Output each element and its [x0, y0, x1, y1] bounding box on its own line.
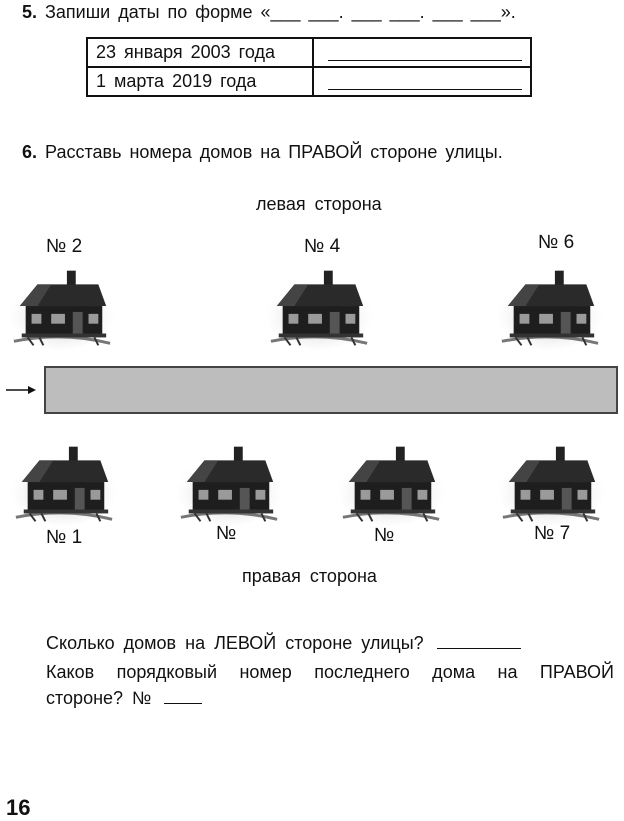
question-last-house-line2-wrap	[46, 688, 202, 709]
left-house-number: № 6	[538, 232, 575, 253]
task6-heading	[22, 142, 503, 163]
table-row	[87, 67, 531, 96]
right-side-label: правая сторона	[242, 566, 377, 586]
house-icon	[497, 438, 605, 528]
left-side-label: левая сторона	[256, 194, 382, 214]
date-cell: 23 января 2003 года	[87, 38, 313, 67]
question-last-house	[46, 662, 614, 683]
answer-blank[interactable]	[437, 648, 521, 649]
task5-number: 5.	[22, 2, 38, 22]
task5-text: Запиши даты по форме «___ ___. ___ ___. ___ ___».	[45, 2, 516, 22]
question-last-house-line1: Каков порядковый номер последнего дома на ПРАВОЙ	[46, 662, 614, 682]
house-icon	[175, 438, 283, 528]
date-cell: 1 марта 2019 года	[87, 67, 313, 96]
answer-blank[interactable]	[164, 703, 202, 704]
street	[44, 366, 618, 414]
right-house-number: № 7	[534, 523, 571, 544]
question-left-count-text: Сколько домов на ЛЕВОЙ стороне улицы?	[46, 633, 424, 653]
question-last-house-line2: стороне? №	[46, 688, 152, 708]
date-answer-field[interactable]	[313, 67, 531, 96]
house-icon	[337, 438, 445, 528]
house-icon	[496, 262, 604, 352]
arrow-right-icon	[6, 386, 36, 394]
date-answer-field[interactable]	[313, 38, 531, 67]
left-house-number: № 4	[304, 236, 341, 257]
question-left-count	[46, 633, 521, 654]
dates-table	[86, 37, 532, 97]
table-row	[87, 38, 531, 67]
task5-heading	[22, 2, 516, 23]
house-icon	[8, 262, 116, 352]
task6-text: Расставь номера домов на ПРАВОЙ стороне улицы.	[45, 142, 503, 162]
right-house-number: №	[216, 523, 237, 544]
house-icon	[10, 438, 118, 528]
house-icon	[265, 262, 373, 352]
right-house-number: № 1	[46, 527, 83, 548]
right-house-number: №	[374, 525, 395, 546]
task6-number: 6.	[22, 142, 38, 162]
page-number: 16	[6, 795, 31, 820]
left-house-number: № 2	[46, 236, 83, 257]
